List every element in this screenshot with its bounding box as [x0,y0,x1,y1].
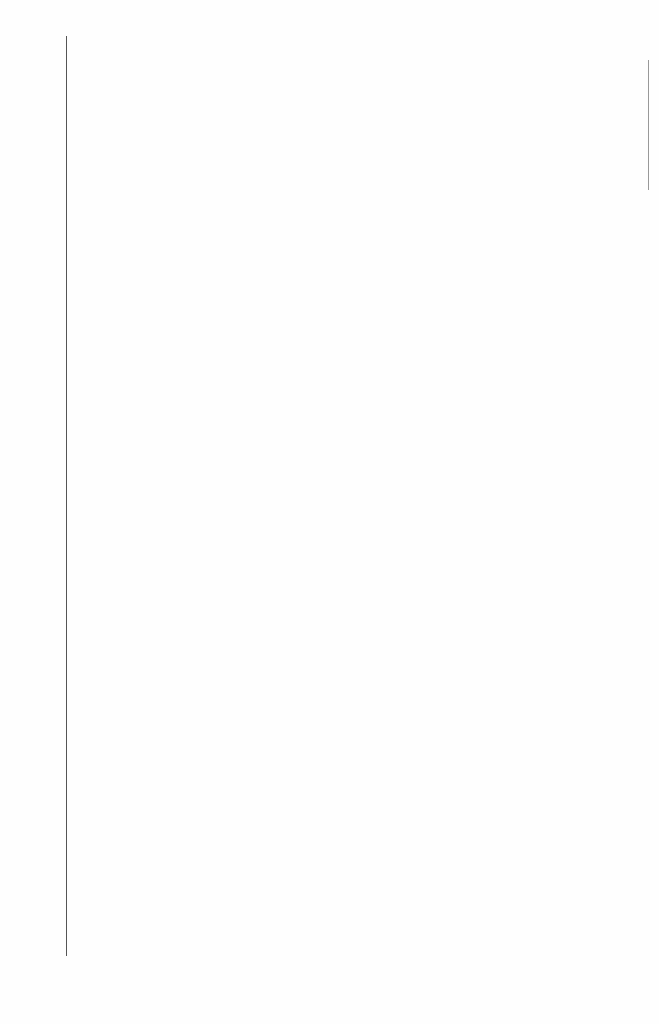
right-edge-shadow [648,60,649,190]
left-margin-rule [66,36,67,956]
